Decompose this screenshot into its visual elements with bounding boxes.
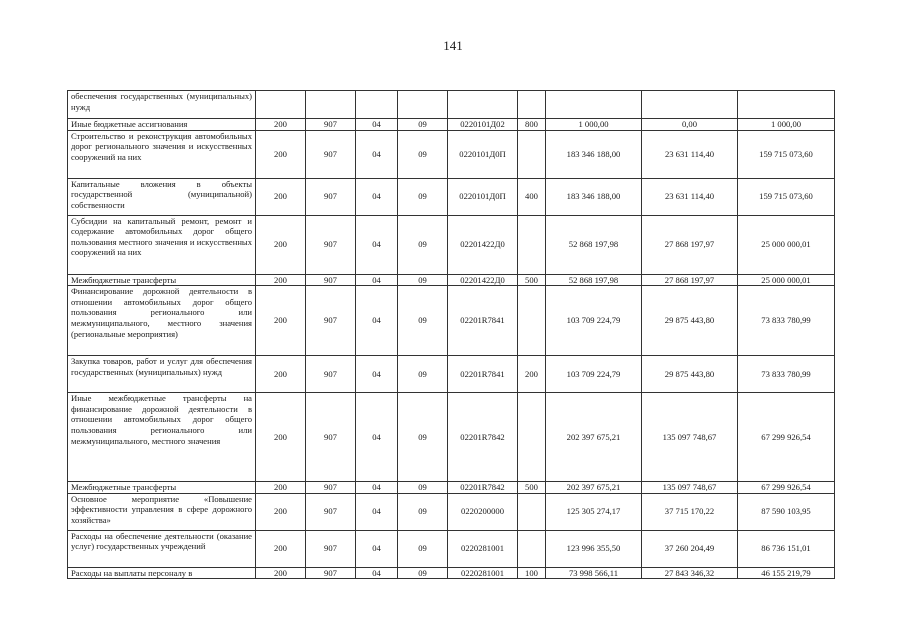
row-name: Финансирование дорожной деятельности в отношении автомобильных дорог общего пользования регионального или межмуниципального, местного значения (региональные мероприятия) <box>68 286 256 356</box>
row-vr: 800 <box>518 119 546 131</box>
row-sum-2: 0,00 <box>642 119 738 131</box>
row-gr: 200 <box>256 356 306 393</box>
row-csr: 02201R7842 <box>448 393 518 482</box>
row-name: Субсидии на капитальный ремонт, ремонт и содержание автомобильных дорог общего пользования местного значения и искусственных сооружений на них <box>68 215 256 274</box>
row-rz: 04 <box>356 274 398 286</box>
row-ved: 907 <box>306 178 356 215</box>
row-sum-3 <box>738 91 835 119</box>
row-gr: 200 <box>256 286 306 356</box>
row-pr: 09 <box>398 530 448 567</box>
row-ved: 907 <box>306 130 356 178</box>
row-sum-1: 103 709 224,79 <box>546 286 642 356</box>
row-sum-2: 27 868 197,97 <box>642 215 738 274</box>
row-gr: 200 <box>256 493 306 530</box>
row-vr <box>518 215 546 274</box>
row-name: Межбюджетные трансферты <box>68 482 256 494</box>
row-rz: 04 <box>356 130 398 178</box>
row-pr: 09 <box>398 482 448 494</box>
row-pr: 09 <box>398 119 448 131</box>
row-csr: 02201R7841 <box>448 286 518 356</box>
row-rz: 04 <box>356 493 398 530</box>
table-row <box>68 393 835 482</box>
row-gr: 200 <box>256 119 306 131</box>
row-sum-1: 125 305 274,17 <box>546 493 642 530</box>
row-sum-2: 23 631 114,40 <box>642 178 738 215</box>
row-vr <box>518 130 546 178</box>
row-sum-1: 103 709 224,79 <box>546 356 642 393</box>
row-ved: 907 <box>306 119 356 131</box>
row-rz: 04 <box>356 530 398 567</box>
row-sum-2: 23 631 114,40 <box>642 130 738 178</box>
row-ved: 907 <box>306 286 356 356</box>
row-sum-3: 159 715 073,60 <box>738 178 835 215</box>
row-sum-2: 29 875 443,80 <box>642 286 738 356</box>
row-csr: 0220281001 <box>448 567 518 579</box>
row-vr <box>518 286 546 356</box>
row-csr: 02201R7842 <box>448 482 518 494</box>
row-name: Расходы на выплаты персоналу в <box>68 567 256 579</box>
row-sum-3: 86 736 151,01 <box>738 530 835 567</box>
row-pr: 09 <box>398 567 448 579</box>
row-rz: 04 <box>356 119 398 131</box>
row-rz: 04 <box>356 215 398 274</box>
row-rz: 04 <box>356 393 398 482</box>
row-ved: 907 <box>306 215 356 274</box>
row-ved: 907 <box>306 274 356 286</box>
row-rz <box>356 91 398 119</box>
row-sum-2: 37 260 204,49 <box>642 530 738 567</box>
row-vr: 500 <box>518 482 546 494</box>
row-name: Закупка товаров, работ и услуг для обеспечения государственных (муниципальных) нужд <box>68 356 256 393</box>
table-row <box>68 178 835 215</box>
row-pr: 09 <box>398 286 448 356</box>
row-vr <box>518 493 546 530</box>
row-gr: 200 <box>256 215 306 274</box>
row-pr: 09 <box>398 178 448 215</box>
table-row <box>68 482 835 494</box>
row-name: Строительство и реконструкция автомобильных дорог регионального значения и искусственных сооружений на них <box>68 130 256 178</box>
row-sum-1 <box>546 91 642 119</box>
row-ved: 907 <box>306 393 356 482</box>
table-row <box>68 130 835 178</box>
row-pr: 09 <box>398 130 448 178</box>
row-ved: 907 <box>306 567 356 579</box>
row-vr: 100 <box>518 567 546 579</box>
row-sum-1: 1 000,00 <box>546 119 642 131</box>
row-sum-3: 73 833 780,99 <box>738 356 835 393</box>
row-pr: 09 <box>398 356 448 393</box>
row-sum-2: 37 715 170,22 <box>642 493 738 530</box>
table-row <box>68 215 835 274</box>
row-gr: 200 <box>256 130 306 178</box>
row-gr: 200 <box>256 178 306 215</box>
page-number: 141 <box>443 38 463 53</box>
row-ved: 907 <box>306 356 356 393</box>
row-name: Межбюджетные трансферты <box>68 274 256 286</box>
row-ved <box>306 91 356 119</box>
row-ved: 907 <box>306 482 356 494</box>
row-csr: 0220101Д0П <box>448 178 518 215</box>
row-rz: 04 <box>356 286 398 356</box>
row-sum-2 <box>642 91 738 119</box>
row-sum-3: 25 000 000,01 <box>738 215 835 274</box>
row-gr: 200 <box>256 274 306 286</box>
row-sum-2: 135 097 748,67 <box>642 393 738 482</box>
row-rz: 04 <box>356 356 398 393</box>
row-sum-2: 27 843 346,32 <box>642 567 738 579</box>
row-rz: 04 <box>356 567 398 579</box>
row-ved: 907 <box>306 493 356 530</box>
row-name: Иные бюджетные ассигнования <box>68 119 256 131</box>
row-pr: 09 <box>398 274 448 286</box>
row-sum-2: 27 868 197,97 <box>642 274 738 286</box>
row-csr: 02201422Д0 <box>448 215 518 274</box>
row-pr: 09 <box>398 215 448 274</box>
table-row <box>68 286 835 356</box>
row-sum-3: 159 715 073,60 <box>738 130 835 178</box>
row-pr <box>398 91 448 119</box>
row-pr: 09 <box>398 393 448 482</box>
row-csr: 0220101Д0П <box>448 130 518 178</box>
row-csr: 0220200000 <box>448 493 518 530</box>
row-vr: 400 <box>518 178 546 215</box>
row-sum-3: 67 299 926,54 <box>738 393 835 482</box>
row-sum-3: 67 299 926,54 <box>738 482 835 494</box>
row-vr <box>518 530 546 567</box>
budget-table <box>67 90 835 579</box>
row-name: Иные межбюджетные трансферты на финансирование дорожной деятельности в отношении автомобильных дорог общего пользования регионального или межмуниципального, местного значения <box>68 393 256 482</box>
table-row <box>68 530 835 567</box>
row-sum-2: 135 097 748,67 <box>642 482 738 494</box>
row-rz: 04 <box>356 482 398 494</box>
row-gr <box>256 91 306 119</box>
row-name: Капитальные вложения в объекты государственной (муниципальной) собственности <box>68 178 256 215</box>
row-vr: 500 <box>518 274 546 286</box>
row-vr: 200 <box>518 356 546 393</box>
row-csr: 02201422Д0 <box>448 274 518 286</box>
row-gr: 200 <box>256 482 306 494</box>
row-vr <box>518 91 546 119</box>
row-sum-3: 25 000 000,01 <box>738 274 835 286</box>
row-sum-1: 52 868 197,98 <box>546 274 642 286</box>
row-ved: 907 <box>306 530 356 567</box>
table-row <box>68 91 835 119</box>
row-csr: 0220281001 <box>448 530 518 567</box>
table-row <box>68 356 835 393</box>
row-rz: 04 <box>356 178 398 215</box>
row-csr: 02201R7841 <box>448 356 518 393</box>
row-sum-3: 1 000,00 <box>738 119 835 131</box>
row-sum-1: 73 998 566,11 <box>546 567 642 579</box>
table-row <box>68 119 835 131</box>
table-row <box>68 274 835 286</box>
row-name: Расходы на обеспечение деятельности (оказание услуг) государственных учреждений <box>68 530 256 567</box>
row-csr: 0220101Д02 <box>448 119 518 131</box>
row-sum-1: 52 868 197,98 <box>546 215 642 274</box>
row-name: Основное мероприятие «Повышение эффективности управления в сфере дорожного хозяйства» <box>68 493 256 530</box>
row-sum-1: 183 346 188,00 <box>546 130 642 178</box>
table-row <box>68 493 835 530</box>
row-csr <box>448 91 518 119</box>
row-sum-1: 202 397 675,21 <box>546 482 642 494</box>
row-pr: 09 <box>398 493 448 530</box>
row-sum-3: 73 833 780,99 <box>738 286 835 356</box>
row-name: обеспечения государственных (муниципальных) нужд <box>68 91 256 119</box>
row-sum-3: 46 155 219,79 <box>738 567 835 579</box>
row-vr <box>518 393 546 482</box>
table-row <box>68 567 835 579</box>
row-sum-3: 87 590 103,95 <box>738 493 835 530</box>
row-sum-2: 29 875 443,80 <box>642 356 738 393</box>
row-gr: 200 <box>256 567 306 579</box>
row-sum-1: 202 397 675,21 <box>546 393 642 482</box>
row-sum-1: 183 346 188,00 <box>546 178 642 215</box>
row-sum-1: 123 996 355,50 <box>546 530 642 567</box>
row-gr: 200 <box>256 393 306 482</box>
row-gr: 200 <box>256 530 306 567</box>
